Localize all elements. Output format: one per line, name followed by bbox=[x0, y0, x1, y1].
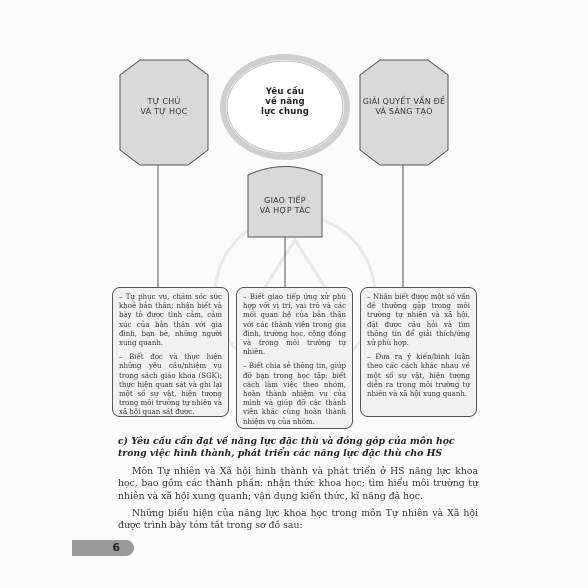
node-left-label: TỰ CHỦ VÀ TỰ HỌC bbox=[140, 97, 188, 116]
list-item: – Nhận biết được một số vấn đề thường gặp trong môi trường tự nhiên và xã hội, đặt được câu hỏi và tìm thông tin để giải thích/ứng xử phù hợp. bbox=[367, 293, 470, 348]
list-item: – Biết đọc và thực hiện những yêu cầu/nhiệm vụ trong sách giáo khoa (SGK); thực hiện quan sát và ghi lại một số sự vật, hiện tượng trong môi trường tự nhiên và xã hội quan sát được. bbox=[119, 353, 222, 417]
list-item: – Biết chia sẻ thông tin, giúp đỡ bạn trong học tập; biết cách làm việc theo nhóm, hoàn thành nhiệm vụ của mình và giúp đỡ các thành viên khác cùng hoàn thành nhiệm vụ của nhóm. bbox=[243, 362, 346, 426]
right-competency-box bbox=[360, 287, 477, 417]
left-competency-box bbox=[112, 287, 229, 417]
section-heading: c) Yêu cầu cần đạt về năng lực đặc thù và đóng góp của môn học trong việc hình thành, phát triển các năng lực đặc thù cho HS bbox=[118, 436, 455, 459]
list-item: – Biết giao tiếp ứng xử phù hợp với vị trí, vai trò và các mối quan hệ của bản thân với các thành viên trong gia đình, trường học, cộng đồng và trong môi trường tự nhiên. bbox=[243, 293, 346, 357]
page-number: 6 bbox=[112, 541, 120, 554]
paragraph-2: Những biểu hiện của năng lực khoa học trong môn Tự nhiên và Xã hội được trình bày tóm tắt trong sơ đồ sau: bbox=[118, 508, 478, 532]
list-item: – Đưa ra ý kiến/bình luận theo các cách khác nhau về một số sự vật, hiện tượng diễn ra trong môi trường tự nhiên và xã hội xung quanh. bbox=[367, 353, 470, 399]
node-right-label: GIẢI QUYẾT VẤN ĐỀ VÀ SÁNG TẠO bbox=[362, 97, 446, 116]
list-item: – Tự phục vụ, chăm sóc sức khoẻ bản thân; nhận biết và bày tỏ được tình cảm, cảm xúc của bản thân với gia đình, bạn bè, những người xung quanh. bbox=[119, 293, 222, 348]
center-competency-box bbox=[236, 287, 353, 429]
paragraph-1: Môn Tự nhiên và Xã hội hình thành và phát triển ở HS năng lực khoa học, bao gồm các thành phần: nhận thức khoa học; tìm hiểu môi trường tự nhiên và xã hội xung quanh; vận dụng kiến thức, kĩ năng đã học. bbox=[118, 466, 478, 502]
node-center-label: Yêu cầu về năng lực chung bbox=[260, 87, 310, 117]
node-bottom-label: GIAO TIẾP VÀ HỢP TÁC bbox=[259, 196, 311, 215]
page-number-tab bbox=[72, 540, 134, 556]
